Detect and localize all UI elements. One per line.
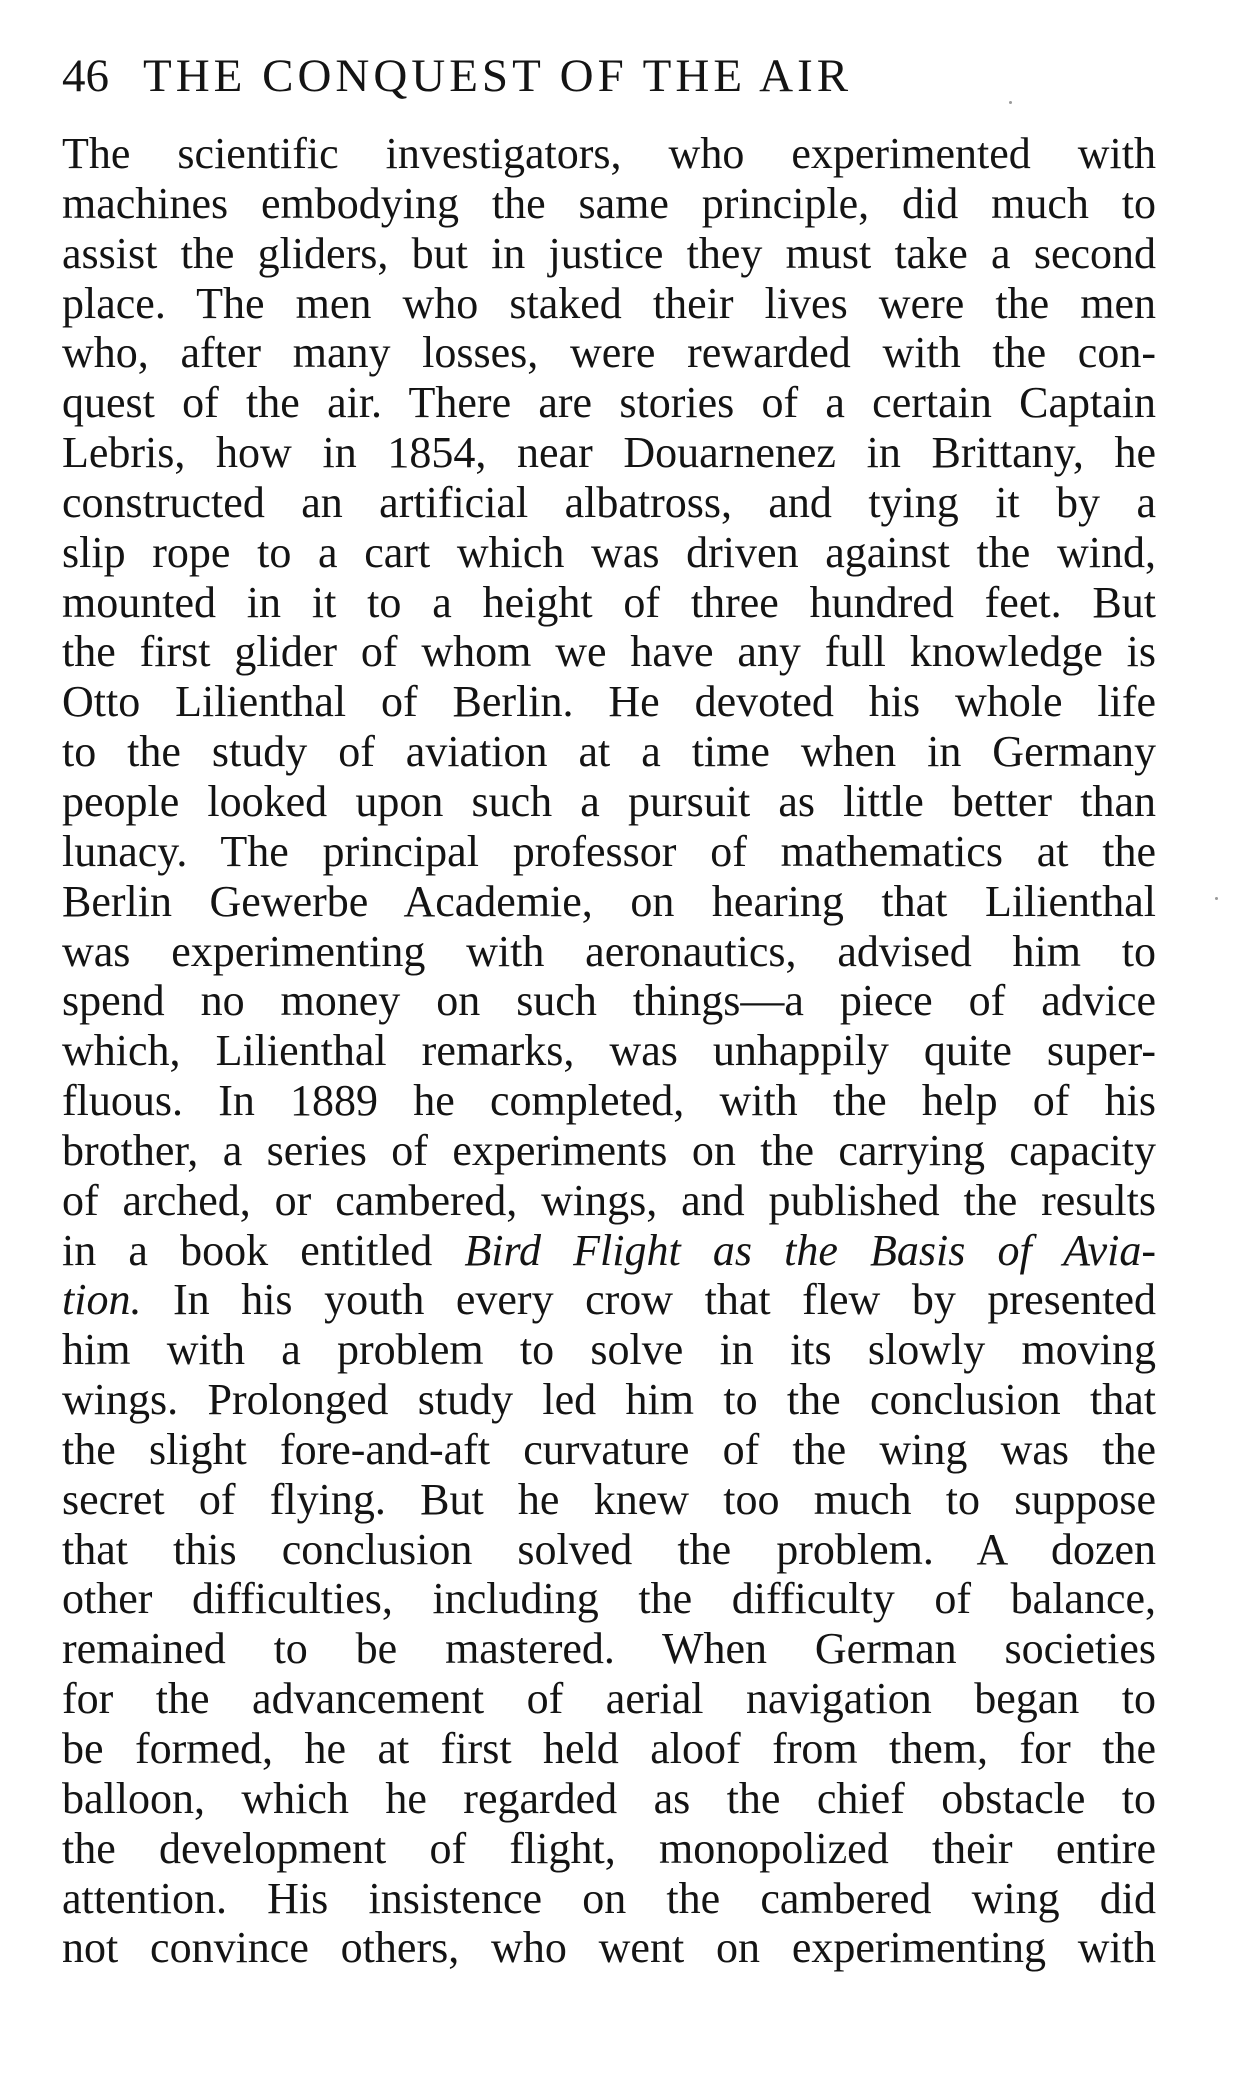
text-line: constructed an artificial albatross, and tying it by a <box>62 477 1156 527</box>
text-line: the slight fore-and-aft curvature of the wing was the <box>62 1424 1156 1474</box>
text-line: spend no money on such things—a piece of advice <box>62 976 1156 1026</box>
page-number: 46 <box>62 50 109 102</box>
text-line: Berlin Gewerbe Academie, on hearing that Lilienthal <box>62 876 1156 926</box>
book-title: Bird Flight as the Basis of Avia- <box>464 1225 1157 1275</box>
text-line: who, after many losses, were rewarded with the con- <box>62 328 1156 378</box>
text-line: people looked upon such a pursuit as little better than <box>62 776 1156 826</box>
text-line: wings. Prolonged study led him to the conclusion that <box>62 1375 1156 1425</box>
text-line: assist the gliders, but in justice they must take a second <box>62 228 1156 278</box>
text-line: to the study of aviation at a time when in Germany <box>62 727 1156 777</box>
text-line: Lebris, how in 1854, near Douarnenez in Brittany, he <box>62 428 1156 478</box>
text-line: balloon, which he regarded as the chief obstacle to <box>62 1773 1156 1823</box>
text-line: the first glider of whom we have any full knowledge is <box>62 627 1156 677</box>
text-line: machines embodying the same principle, did much to <box>62 178 1156 228</box>
book-title-line <box>62 1226 1156 1276</box>
text-line: slip rope to a cart which was driven against the wind, <box>62 527 1156 577</box>
text-line: the development of flight, monopolized their entire <box>62 1823 1156 1873</box>
text-line: be formed, he at first held aloof from them, for the <box>62 1724 1156 1773</box>
text-line: attention. His insistence on the cambered wing did <box>62 1873 1156 1923</box>
book-title-line-cont <box>62 1275 1156 1325</box>
text-line: mounted in it to a height of three hundred feet. But <box>62 577 1156 627</box>
text-line: was experimenting with aeronautics, advised him to <box>62 926 1156 976</box>
text-line: not convince others, who went on experimenting with <box>62 1923 1156 1973</box>
print-speck <box>1215 897 1218 900</box>
text-line: remained to be mastered. When German societies <box>62 1624 1156 1674</box>
running-title: THE CONQUEST OF THE AIR <box>143 50 853 102</box>
text-line: of arched, or cambered, wings, and published the results <box>62 1175 1156 1225</box>
print-speck <box>1009 101 1012 104</box>
text-line: him with a problem to solve in its slowly moving <box>62 1325 1156 1375</box>
running-head <box>62 46 1162 106</box>
body-text <box>62 129 1156 1973</box>
text-line: The scientific investigators, who experimented with <box>62 129 1156 178</box>
text-line: quest of the air. There are stories of a certain Captain <box>62 378 1156 428</box>
text-line: other difficulties, including the difficulty of balance, <box>62 1574 1156 1624</box>
book-title-tail: In his youth every crow that flew by presented <box>141 1275 1156 1325</box>
book-title-continued: tion. <box>62 1275 142 1325</box>
text-line: lunacy. The principal professor of mathematics at the <box>62 826 1156 876</box>
book-title-lead: in a book entitled <box>62 1225 465 1275</box>
text-line: secret of flying. But he knew too much to suppose <box>62 1474 1156 1524</box>
text-line: fluous. In 1889 he completed, with the help of his <box>62 1076 1156 1126</box>
text-line: that this conclusion solved the problem. A dozen <box>62 1524 1156 1574</box>
text-line: place. The men who staked their lives were the men <box>62 278 1156 328</box>
text-line: for the advancement of aerial navigation began to <box>62 1674 1156 1724</box>
text-line: which, Lilienthal remarks, was unhappily quite super- <box>62 1026 1156 1076</box>
text-line: Otto Lilienthal of Berlin. He devoted his whole life <box>62 677 1156 727</box>
text-line: brother, a series of experiments on the carrying capacity <box>62 1125 1156 1175</box>
